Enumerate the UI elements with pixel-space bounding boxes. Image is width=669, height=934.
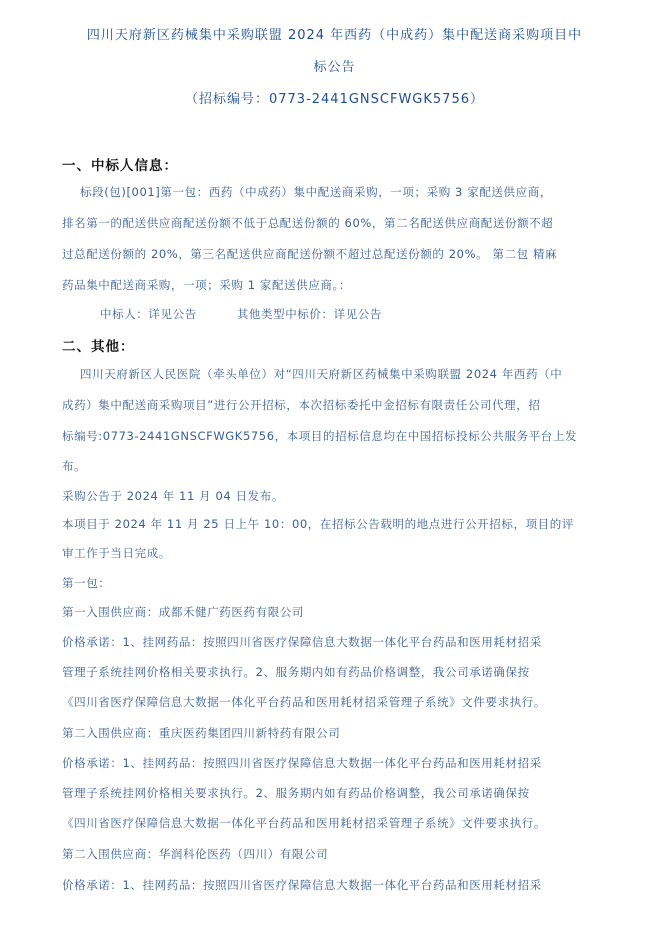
promise-1-line: 《四川省医疗保障信息大数据一体化平台药品和医用耗材招采管理子系统》文件要求执行。 — [62, 695, 546, 709]
title-line-1: 四川天府新区药械集中采购联盟 2024 年西药（中成药）集中配送商采购项目中 — [86, 28, 583, 43]
winner-text: 中标人：详见公告 — [100, 307, 197, 321]
supplier-2: 第二入围供应商：重庆医药集团四川新特药有限公司 — [62, 726, 341, 740]
promise-2-line: 《四川省医疗保障信息大数据一体化平台药品和医用耗材招采管理子系统》文件要求执行。 — [62, 816, 546, 830]
section1-para-line: 排名第一的配送供应商配送份额不低于总配送份额的 60%，第二名配送供应商配送份额不超 — [62, 216, 554, 230]
section2-para-line: 标编号:0773-2441GNSCFWGK5756，本项目的招标信息均在中国招标投标公共服务平台上发 — [62, 429, 578, 443]
promise-1-line: 管理子系统挂网价格相关要求执行。2、服务期内如有药品价格调整，我公司承诺确保按 — [62, 665, 530, 679]
promise-2-line: 管理子系统挂网价格相关要求执行。2、服务期内如有药品价格调整，我公司承诺确保按 — [62, 786, 530, 800]
section1-para-line: 标段(包)[001]第一包：西药（中成药）集中配送商采购，一项；采购 3 家配送供应商， — [80, 185, 552, 199]
publish-date-line: 采购公告于 2024 年 11 月 04 日发布。 — [62, 489, 284, 503]
section2-para-line: 布。 — [62, 459, 87, 473]
other-price-text: 其他类型中标价：详见公告 — [236, 307, 383, 321]
section2-heading: 二、其他： — [62, 339, 135, 355]
evaluation-line: 审工作于当日完成。 — [62, 546, 171, 560]
section1-heading: 一、中标人信息： — [62, 158, 178, 174]
bid-number: （招标编号：0773-2441GNSCFWGK5756） — [184, 92, 484, 107]
promise-2-line: 价格承诺：1、挂网药品：按照四川省医疗保障信息大数据一体化平台药品和医用耗材招采 — [62, 756, 542, 770]
section1-para-line: 过总配送份额的 20%，第三名配送供应商配送份额不超过总配送份额的 20%。 第二包 精麻 — [62, 247, 558, 261]
winner-row — [100, 306, 382, 322]
promise-3-line: 价格承诺：1、挂网药品：按照四川省医疗保障信息大数据一体化平台药品和医用耗材招采 — [62, 878, 542, 892]
promise-1-line: 价格承诺：1、挂网药品：按照四川省医疗保障信息大数据一体化平台药品和医用耗材招采 — [62, 635, 542, 649]
supplier-3: 第二入围供应商：华润科伦医药（四川）有限公司 — [62, 847, 329, 861]
section2-para-line: 成药）集中配送商采购项目”进行公开招标，本次招标委托中金招标有限责任公司代理，招 — [62, 398, 541, 412]
section2-para-line: 四川天府新区人民医院（牵头单位）对“四川天府新区药械集中采购联盟 2024 年西药（中 — [80, 367, 563, 381]
section1-para-line: 药品集中配送商采购，一项；采购 1 家配送供应商。： — [62, 278, 351, 292]
evaluation-line: 本项目于 2024 年 11 月 25 日上午 10：00，在招标公告载明的地点进行公开招标，项目的评 — [62, 517, 574, 531]
package-label: 第一包： — [62, 576, 111, 590]
title-line-2: 标公告 — [313, 60, 356, 75]
supplier-1: 第一入围供应商：成都禾健广药医药有限公司 — [62, 605, 304, 619]
